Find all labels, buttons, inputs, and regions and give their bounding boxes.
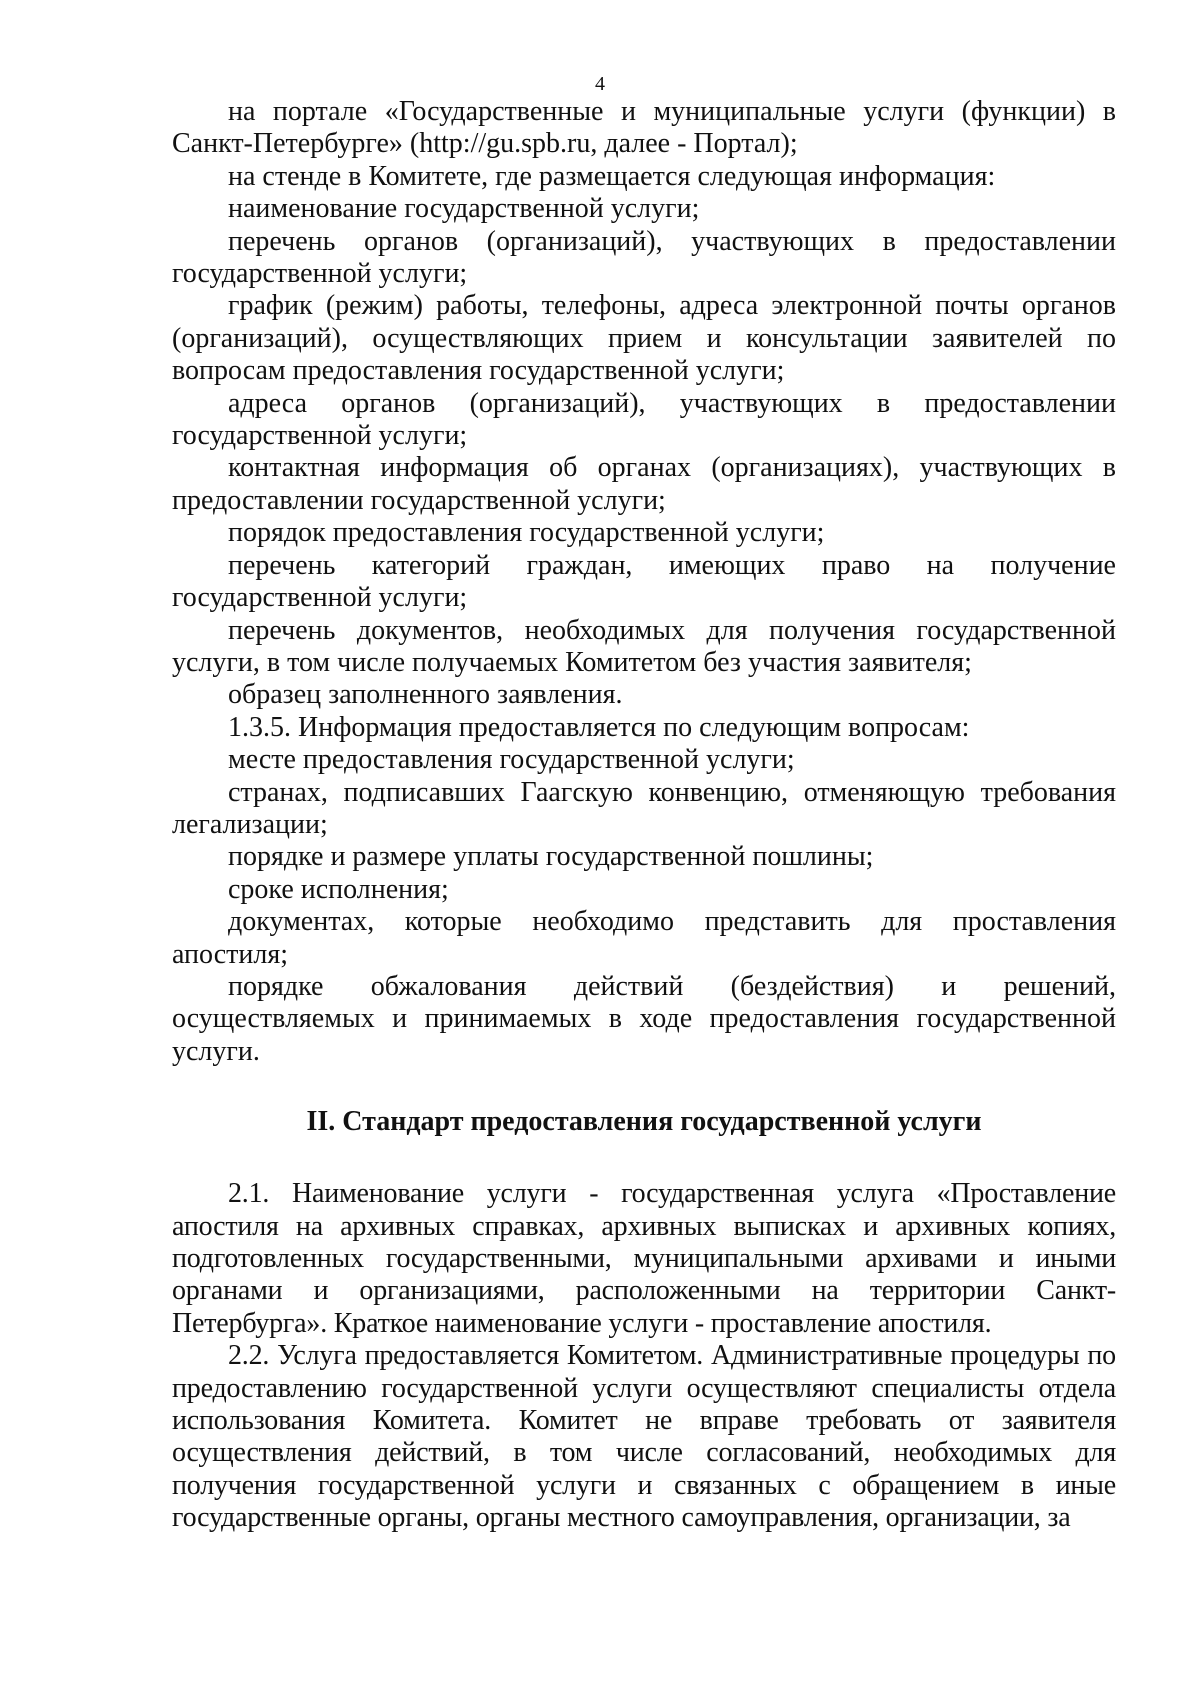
paragraph-addresses: адреса органов (организаций), участвующих в предоставлении государственной услуги;	[172, 387, 1116, 452]
paragraph-contacts: контактная информация об органах (организациях), участвующих в предоставлении государственной услуги;	[172, 452, 1116, 516]
paragraph-stand: на стенде в Комитете, где размещается следующая информация:	[228, 160, 996, 192]
page-number: 4	[595, 73, 605, 95]
paragraph-schedule: график (режим) работы, телефоны, адреса электронной почты органов (организаций), осуществляющих прием и консультации заявителей по вопросам предоставления государственной услуги;	[172, 290, 1116, 387]
paragraph-sample: образец заполненного заявления.	[228, 679, 623, 711]
paragraph-term: сроке исполнения;	[228, 873, 449, 905]
paragraph-documents: перечень документов, необходимых для получения государственной услуги, в том числе получаемых Комитетом без участия заявителя;	[172, 614, 1116, 678]
paragraph-1-3-5: 1.3.5. Информация предоставляется по следующим вопросам:	[228, 711, 970, 743]
paragraph-bodies-list: перечень органов (организаций), участвующих в предоставлении государственной услуги;	[172, 225, 1116, 290]
paragraph-service-name: наименование государственной услуги;	[228, 193, 700, 225]
paragraph-procedure: порядок предоставления государственной услуги;	[228, 517, 825, 549]
paragraph-fee: порядке и размере уплаты государственной пошлины;	[228, 841, 874, 873]
paragraph-portal: на портале «Государственные и муниципальные услуги (функции) в Санкт-Петербурге» (http://gu.spb.ru, далее - Портал);	[172, 96, 1116, 160]
paragraph-2-2: 2.2. Услуга предоставляется Комитетом. Административные процедуры по предоставлению государственной услуги осуществляют специалисты отдела использования Комитета. Комитет не вправе требовать от заявителя осуществления действий, в том числе согласований, необходимых для получения государственной услуги и связанных с обращением в иные государственные органы, органы местного самоуправления, организации, за	[172, 1340, 1116, 1534]
paragraph-place: месте предоставления государственной услуги;	[228, 744, 795, 776]
document-body	[172, 96, 1116, 1535]
paragraph-hague: странах, подписавших Гаагскую конвенцию, отменяющую требования легализации;	[172, 776, 1116, 840]
paragraph-2-1: 2.1. Наименование услуги - государственная услуга «Проставление апостиля на архивных справках, архивных выписках и архивных копиях, подготовленных государственными, муниципальными архивами и иными органами и организациями, расположенными на территории Санкт-Петербурга». Краткое наименование услуги - проставление апостиля.	[172, 1178, 1116, 1339]
paragraph-categories: перечень категорий граждан, имеющих право на получение государственной услуги;	[172, 549, 1116, 614]
paragraph-appeal: порядке обжалования действий (бездействия) и решений, осуществляемых и принимаемых в ходе предоставления государственной услуги.	[172, 970, 1116, 1067]
section-heading: II. Стандарт предоставления государственной услуги	[306, 1106, 982, 1138]
paragraph-apostille-docs: документах, которые необходимо представить для проставления апостиля;	[172, 906, 1116, 970]
